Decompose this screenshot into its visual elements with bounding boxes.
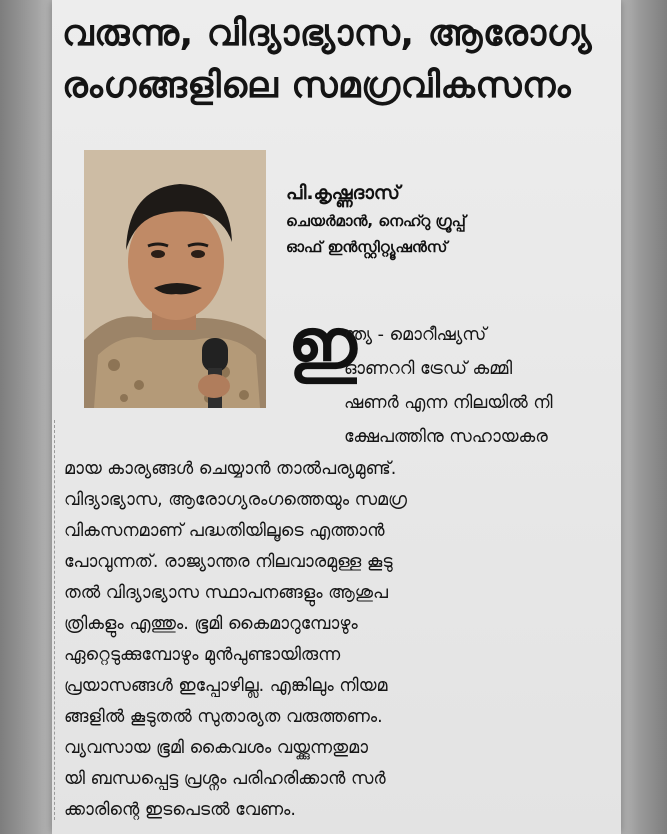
author-photo [84, 150, 266, 408]
body-line: വിദ്യാഭ്യാസ, ആരോഗ്യരംഗത്തെയും സമഗ്ര [64, 490, 407, 510]
byline [286, 178, 616, 260]
body-line: പ്രയാസങ്ങൾ ഇപ്പോഴില്ല. എങ്കിലും നിയമ [64, 676, 388, 696]
author-role-line-1: ചെയർമാൻ, നെഹ്റു ഗ്രൂപ്പ് [286, 212, 466, 230]
column-rule [54, 420, 55, 820]
body-line: യി ബന്ധപ്പെട്ട പ്രശ്നം പരിഹരിക്കാൻ സർ [64, 769, 386, 789]
author-role-line-2: ഓഫ് ഇൻസ്റ്റിറ്റ്യൂഷൻസ് [286, 238, 448, 256]
body-line: ങ്ങളിൽ കൂടുതൽ സുതാര്യത വരുത്തണം. [64, 707, 383, 727]
headline [62, 8, 614, 112]
background-right [621, 0, 667, 834]
body-line: വികസനമാണ് പദ്ധതിയിലൂടെ എത്താൻ [64, 521, 385, 541]
body-line: ത്രികളും എത്തും. ഭൂമി കൈമാറുമ്പോഴും [64, 614, 358, 634]
body-line: ഷണർ എന്ന നിലയിൽ നി [344, 393, 553, 413]
body-text [64, 454, 619, 826]
body-line: ക്ഷേപത്തിനു സഹായകര [344, 427, 548, 447]
newspaper-clipping [52, 0, 621, 834]
body-indented [344, 318, 614, 454]
portrait-illustration [84, 150, 266, 408]
body-line: മായ കാര്യങ്ങൾ ചെയ്യാൻ താൽപര്യമുണ്ട്. [64, 459, 397, 479]
body-line: ഏറ്റെടുക്കുമ്പോഴും മുൻപുണ്ടായിരുന്ന [64, 645, 341, 665]
author-name: പി.കൃഷ്ണദാസ് [286, 182, 400, 204]
headline-line-1: വരുന്നു, വിദ്യാഭ്യാസ, ആരോഗ്യ [62, 13, 592, 54]
body-line: വ്യവസായ ഭൂമി കൈവശം വയ്ക്കുന്നതുമാ [64, 738, 368, 758]
headline-line-2: രംഗങ്ങളിലെ സമഗ്രവികസനം [62, 65, 572, 106]
body-line: ഓണററി ട്രേഡ് കമ്മി [344, 359, 513, 379]
background-left [0, 0, 52, 834]
body-line: ന്ത്യ - മൊറീഷ്യസ് [344, 325, 487, 345]
drop-cap: ഇ [288, 303, 357, 385]
body-line: ക്കാരിന്റെ ഇടപെടൽ വേണം. [64, 800, 296, 820]
body-line: തൽ വിദ്യാഭ്യാസ സ്ഥാപനങ്ങളും ആശുപ [64, 583, 388, 603]
body-line: പോവുന്നത്. രാജ്യാന്തര നിലവാരമുള്ള കൂടു [64, 552, 393, 572]
